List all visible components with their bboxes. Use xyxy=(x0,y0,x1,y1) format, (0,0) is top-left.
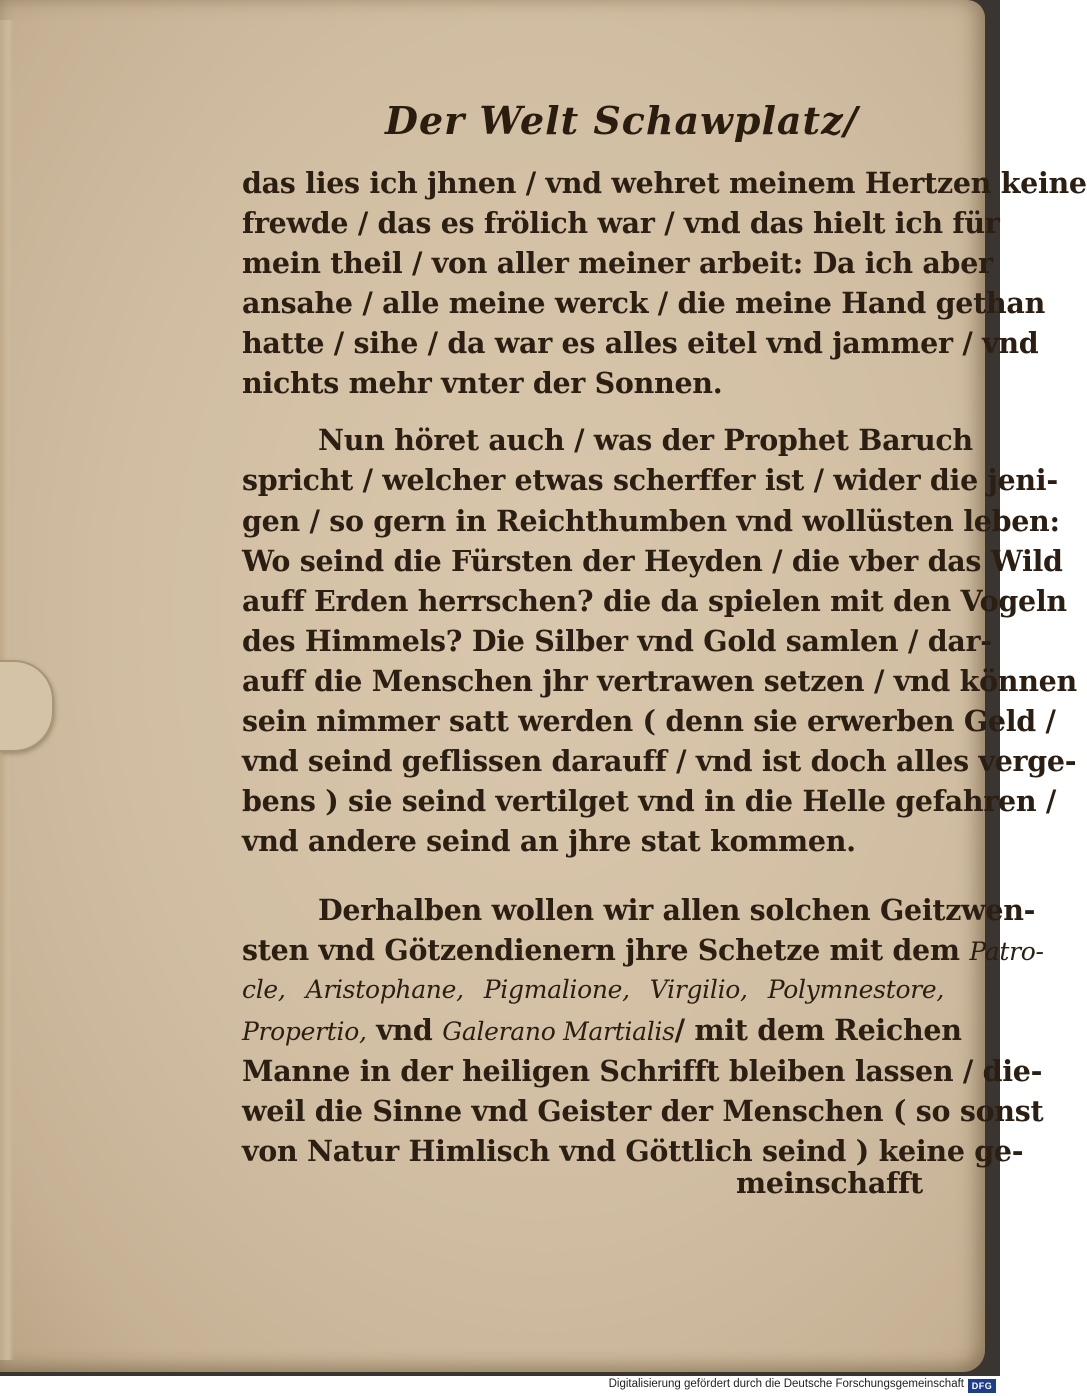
text-segment: vnd xyxy=(376,1013,433,1047)
text-line: weil die Sinne vnd Geister der Menschen ( so sonst xyxy=(242,1094,1044,1128)
text-line: Manne in der heiligen Schrifft bleiben lassen / die- xyxy=(242,1054,1043,1088)
text-line: vnd seind geflissen darauff / vnd ist doch alles verge- xyxy=(242,744,1077,778)
text-line: auff Erden herrschen? die da spielen mit den Vogeln xyxy=(242,584,1067,618)
antiqua-name: Propertio, xyxy=(242,1017,367,1046)
text-line: hatte / sihe / da war es alles eitel vnd jammer / vnd xyxy=(242,326,1039,360)
text-line: Derhalben wollen wir allen solchen Geitzwen- xyxy=(318,893,1036,927)
text-line xyxy=(242,1010,962,1052)
funding-credit: Digitalisierung gefördert durch die Deutsche Forschungsgemeinschaft xyxy=(608,1378,964,1390)
text-line: von Natur Himlisch vnd Göttlich seind ) keine ge- xyxy=(242,1134,1024,1168)
text-line: sein nimmer satt werden ( denn sie erwerben Geld / xyxy=(242,704,1056,738)
text-line: Nun höret auch / was der Prophet Baruch xyxy=(318,423,973,457)
text-line: spricht / welcher etwas scherffer ist / wider die jeni- xyxy=(242,463,1058,497)
text-line: nichts mehr vnter der Sonnen. xyxy=(242,366,723,400)
text-line: frewde / das es frölich war / vnd das hielt ich für xyxy=(242,206,1000,240)
text-line: mein theil / von aller meiner arbeit: Da ich aber xyxy=(242,246,993,280)
antiqua-line: cle, Aristophane, Pigmalione, Virgilio, Polymnestore, xyxy=(242,975,944,1004)
running-head: Der Welt Schawplatz/ xyxy=(385,98,859,143)
text-line: des Himmels? Die Silber vnd Gold samlen / dar- xyxy=(242,624,992,658)
text-line: vnd andere seind an jhre stat kommen. xyxy=(242,824,856,858)
catchword: meinschafft xyxy=(736,1166,923,1200)
dfg-logo: DFG xyxy=(968,1379,996,1393)
text-line: auff die Menschen jhr vertrawen setzen / vnd können xyxy=(242,664,1077,698)
text-line: ansahe / alle meine werck / die meine Hand gethan xyxy=(242,286,1046,320)
text-line: bens ) sie seind vertilget vnd in die Helle gefahren / xyxy=(242,784,1057,818)
text-line: gen / so gern in Reichthumben vnd wollüsten leben: xyxy=(242,504,1060,538)
text-segment: sten vnd Götzendienern jhre Schetze mit dem xyxy=(242,933,960,967)
antiqua-name: Galerano Martialis xyxy=(442,1017,675,1046)
antiqua-name: Patro- xyxy=(969,937,1044,966)
text-segment: / mit dem Reichen xyxy=(674,1013,962,1047)
text-line xyxy=(242,930,1044,972)
text-line: das lies ich jhnen / vnd wehret meinem Hertzen keine xyxy=(242,166,1087,200)
text-line: Wo seind die Fürsten der Heyden / die vber das Wild xyxy=(242,544,1063,578)
